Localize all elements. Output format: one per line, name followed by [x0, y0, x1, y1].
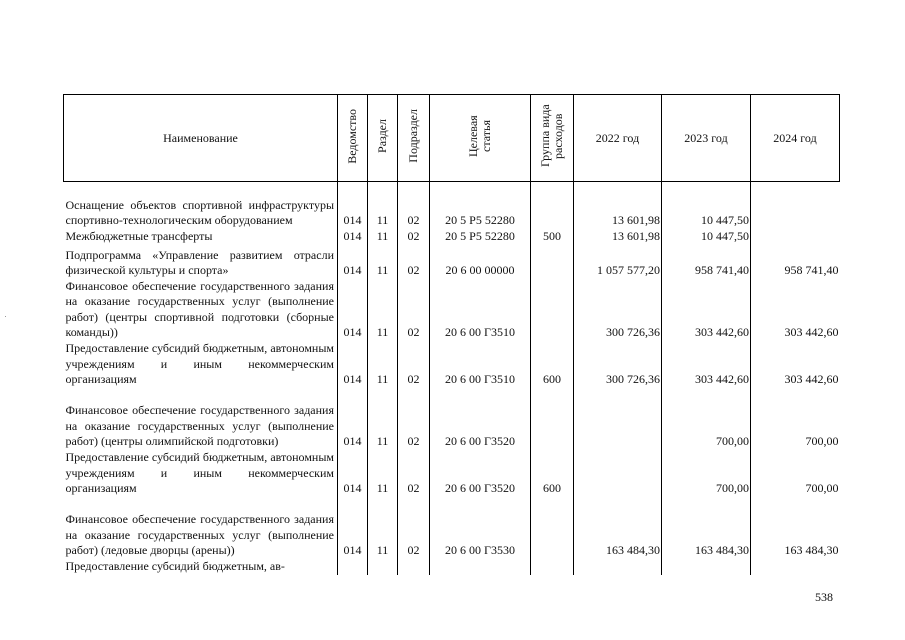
- row-target: 20 6 00 Г3520: [430, 388, 531, 450]
- row-dept: [338, 559, 368, 575]
- row-subsection: 02: [398, 388, 430, 450]
- row-target: 20 6 00 Г3510: [430, 341, 531, 388]
- header-subsection: Подраздел: [398, 95, 430, 182]
- row-2023: 303 442,60: [662, 279, 751, 341]
- row-section: 11: [368, 182, 398, 229]
- table-row: [64, 229, 840, 245]
- row-section: 11: [368, 229, 398, 245]
- table-row: [64, 279, 840, 341]
- row-2024: 700,00: [751, 388, 840, 450]
- row-target: 20 6 00 Г3510: [430, 279, 531, 341]
- row-subsection: 02: [398, 450, 430, 497]
- row-2022: [574, 450, 662, 497]
- row-section: 11: [368, 279, 398, 341]
- row-2023: 700,00: [662, 388, 751, 450]
- row-target: 20 5 P5 52280: [430, 182, 531, 229]
- row-group: 500: [531, 229, 574, 245]
- row-2022: [574, 559, 662, 575]
- row-2024: [751, 182, 840, 229]
- table-row: [64, 182, 840, 229]
- row-subsection: 02: [398, 341, 430, 388]
- row-dept: 014: [338, 450, 368, 497]
- header-2024: 2024 год: [751, 95, 840, 182]
- row-subsection: 02: [398, 245, 430, 279]
- header-group: Группа вида расходов: [531, 95, 574, 182]
- row-group: [531, 497, 574, 559]
- row-group: [531, 245, 574, 279]
- row-name: Предоставление субсидий бюджетным, автономным учреждениям и иным некоммерческим организациям: [65, 450, 334, 495]
- row-2023: 10 447,50: [662, 229, 751, 245]
- row-section: 11: [368, 341, 398, 388]
- row-group: [531, 388, 574, 450]
- row-2022: 1 057 577,20: [574, 245, 662, 279]
- row-2023: [662, 559, 751, 575]
- table-row: [64, 559, 840, 575]
- row-2022: 163 484,30: [574, 497, 662, 559]
- row-2023: 303 442,60: [662, 341, 751, 388]
- row-target: 20 6 00 Г3520: [430, 450, 531, 497]
- row-2022: 13 601,98: [574, 229, 662, 245]
- row-dept: 014: [338, 245, 368, 279]
- row-section: 11: [368, 245, 398, 279]
- row-dept: 014: [338, 341, 368, 388]
- table-row: [64, 497, 840, 559]
- row-subsection: 02: [398, 229, 430, 245]
- row-section: 11: [368, 450, 398, 497]
- header-dept: Ведомство: [338, 95, 368, 182]
- table-body: [64, 182, 840, 575]
- row-group: 600: [531, 450, 574, 497]
- row-target: [430, 559, 531, 575]
- row-2024: [751, 229, 840, 245]
- header-target: Целевая статья: [430, 95, 531, 182]
- row-name: Финансовое обеспечение государственного задания на оказание государственных услуг (выполнение работ) (ледовые дворцы (арены)): [65, 512, 334, 557]
- row-subsection: [398, 559, 430, 575]
- header-2022: 2022 год: [574, 95, 662, 182]
- row-group: [531, 182, 574, 229]
- row-dept: 014: [338, 497, 368, 559]
- row-subsection: 02: [398, 182, 430, 229]
- row-section: [368, 559, 398, 575]
- row-name: Предоставление субсидий бюджетным, автономным учреждениям и иным некоммерческим организациям: [65, 341, 334, 386]
- row-target: 20 5 P5 52280: [430, 229, 531, 245]
- header-2023: 2023 год: [662, 95, 751, 182]
- row-subsection: 02: [398, 497, 430, 559]
- row-group: 600: [531, 341, 574, 388]
- row-dept: 014: [338, 388, 368, 450]
- row-section: 11: [368, 388, 398, 450]
- row-group: [531, 559, 574, 575]
- row-2023: 163 484,30: [662, 497, 751, 559]
- row-2024: 303 442,60: [751, 279, 840, 341]
- row-2024: [751, 559, 840, 575]
- row-name: Межбюджетные трансферты: [65, 229, 213, 243]
- row-name: Финансовое обеспечение государственного задания на оказание государственных услуг (выполнение работ) (центры спортивной подготовки (сборные команды)): [65, 278, 334, 339]
- row-2024: 958 741,40: [751, 245, 840, 279]
- row-2023: 958 741,40: [662, 245, 751, 279]
- table-row: [64, 341, 840, 388]
- table-row: [64, 450, 840, 497]
- row-2024: 163 484,30: [751, 497, 840, 559]
- row-2022: 300 726,36: [574, 341, 662, 388]
- header-name: Наименование: [64, 95, 338, 182]
- row-target: 20 6 00 Г3530: [430, 497, 531, 559]
- row-name: Предоставление субсидий бюджетным, ав-: [65, 559, 285, 573]
- row-subsection: 02: [398, 279, 430, 341]
- budget-table: [63, 94, 840, 575]
- row-name: Подпрограмма «Управление развитием отрасли физической культуры и спорта»: [65, 247, 334, 277]
- row-2022: 300 726,36: [574, 279, 662, 341]
- row-group: [531, 279, 574, 341]
- row-2022: [574, 388, 662, 450]
- scan-mark: [5, 316, 6, 317]
- row-dept: 014: [338, 279, 368, 341]
- row-2023: 10 447,50: [662, 182, 751, 229]
- table-row: [64, 245, 840, 279]
- row-dept: 014: [338, 229, 368, 245]
- row-2024: 700,00: [751, 450, 840, 497]
- row-target: 20 6 00 00000: [430, 245, 531, 279]
- table-header-row: [64, 95, 840, 182]
- row-2022: 13 601,98: [574, 182, 662, 229]
- header-section: Раздел: [368, 95, 398, 182]
- table-row: [64, 388, 840, 450]
- row-section: 11: [368, 497, 398, 559]
- row-2023: 700,00: [662, 450, 751, 497]
- row-dept: 014: [338, 182, 368, 229]
- row-name: Оснащение объектов спортивной инфраструктуры спортивно-технологическим оборудованием: [65, 197, 334, 227]
- page-number: 538: [815, 590, 833, 604]
- row-name: Финансовое обеспечение государственного задания на оказание государственных услуг (выполнение работ) (центры олимпийской подготовки): [65, 403, 334, 448]
- row-2024: 303 442,60: [751, 341, 840, 388]
